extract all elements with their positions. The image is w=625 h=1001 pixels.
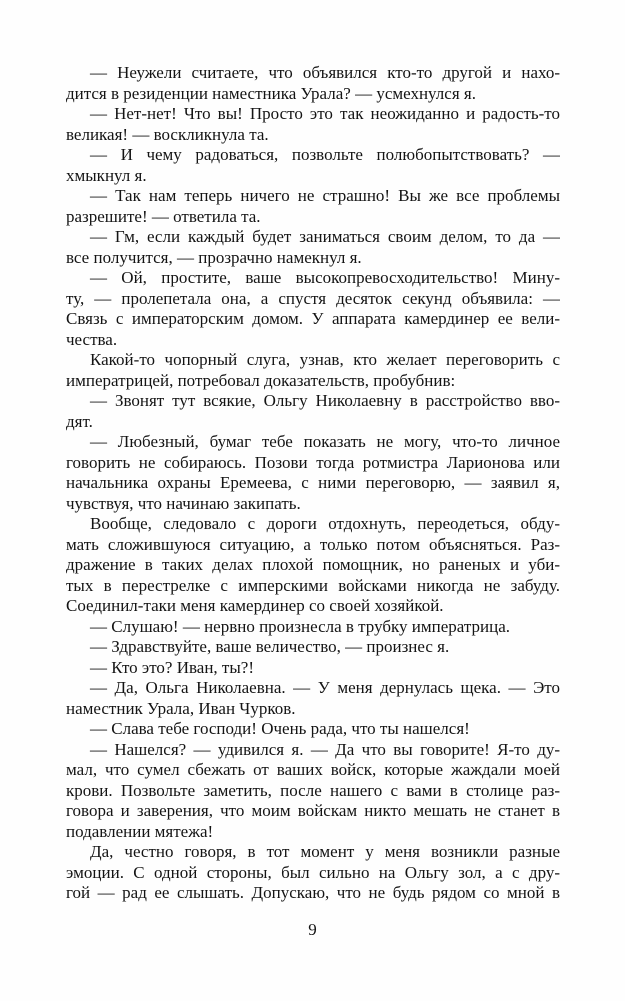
text-line: — Так нам теперь ничего не страшно! Вы же все проблемы [90,186,560,205]
text-line: Да, честно говоря, в тот момент у меня возникли разные [90,842,560,861]
text-line: Соединил-таки меня камердинер со своей хозяйкой. [66,596,444,615]
text-line: крови. Позвольте заметить, после нашего с вами в столице раз- [66,780,560,800]
text-line: говора и заверения, что моим войскам никто мешать не станет в [66,801,560,820]
text-line: Какой-то чопорный слуга, узнав, кто желает переговорить с [90,350,560,369]
text-line: тых в перестрелке с имперскими войсками никогда не забуду. [66,575,560,595]
text-line: мал, что сумел сбежать от ваших войск, которые жаждали моей [66,760,560,779]
text-line: подавлении мятежа! [66,821,214,841]
paragraph [66,350,560,391]
paragraph [66,186,560,227]
paragraph [66,617,560,638]
paragraph [66,227,560,268]
page-text-column [66,63,560,904]
text-line: чувствуя, что начинаю закипать. [66,493,301,513]
text-line: дят. [66,411,93,431]
text-line: великая! — воскликнула та. [66,124,269,144]
paragraph [66,268,560,350]
text-line: наместник Урала, Иван Чурков. [66,698,296,718]
paragraph [66,678,560,719]
text-line: гой — рад ее слышать. Допускаю, что не будь рядом со мной в [66,883,560,902]
text-line: говорить не собираюсь. Позови тогда ротмистра Ларионова или [66,452,560,472]
text-line: хмыкнул я. [66,165,147,185]
text-line: — Неужели считаете, что объявился кто-то другой и нахо- [90,63,560,82]
paragraph [66,145,560,186]
text-line: — Ой, простите, ваше высокопревосходительство! Мину- [90,268,560,287]
text-line: — Слушаю! — нервно произнесла в трубку императрица. [90,616,511,636]
text-line: Связь с императорским домом. У аппарата камердинер ее вели- [66,309,560,328]
text-line: начальника охраны Еремеева, с ними переговорю, — заявил я, [66,473,560,492]
text-line: эмоции. С одной стороны, был сильно на Ольгу зол, а с дру- [66,862,560,882]
text-line: разрешите! — ответила та. [66,206,261,226]
text-line: — Да, Ольга Николаевна. — У меня дернулась щека. — Это [90,678,560,697]
text-line: мать сложившуюся ситуацию, а только потом объясняться. Раз- [66,534,560,554]
paragraph [66,842,560,904]
text-line: императрицей, потребовал доказательств, пробубнив: [66,370,456,390]
text-line: — Кто это? Иван, ты?! [90,657,254,677]
paragraph [66,637,560,658]
text-line: — И чему радоваться, позвольте полюбопытствовать? — [90,145,560,164]
text-line: — Нет-нет! Что вы! Просто это так неожиданно и радость-то [90,104,560,123]
text-line: — Звонят тут всякие, Ольгу Николаевну в расстройство вво- [90,391,560,410]
paragraph [66,391,560,432]
text-line: ту, — пролепетала она, а спустя десяток секунд объявила: — [66,288,560,308]
text-line: дится в резиденции наместника Урала? — усмехнулся я. [66,83,476,103]
text-line: — Нашелся? — удивился я. — Да что вы говорите! Я-то ду- [90,739,560,759]
paragraph [66,514,560,617]
paragraph [66,432,560,514]
paragraph [66,63,560,104]
text-line: чества. [66,329,118,349]
paragraph [66,104,560,145]
paragraph [66,658,560,679]
text-line: Вообще, следовало с дороги отдохнуть, переодеться, обду- [90,514,560,533]
text-line: все получится, — прозрачно намекнул я. [66,247,362,267]
text-line: — Слава тебе господи! Очень рада, что ты нашелся! [90,719,470,738]
page-number: 9 [308,920,317,939]
text-line: — Гм, если каждый будет заниматься своим делом, то да — [90,227,560,246]
text-line: — Любезный, бумаг тебе показать не могу, что-то личное [90,432,560,451]
text-line: дражение в таких делах плохой помощник, но раненых и уби- [66,555,560,574]
paragraph [66,740,560,843]
text-line: — Здравствуйте, ваше величество, — произнес я. [90,637,450,656]
paragraph [66,719,560,740]
